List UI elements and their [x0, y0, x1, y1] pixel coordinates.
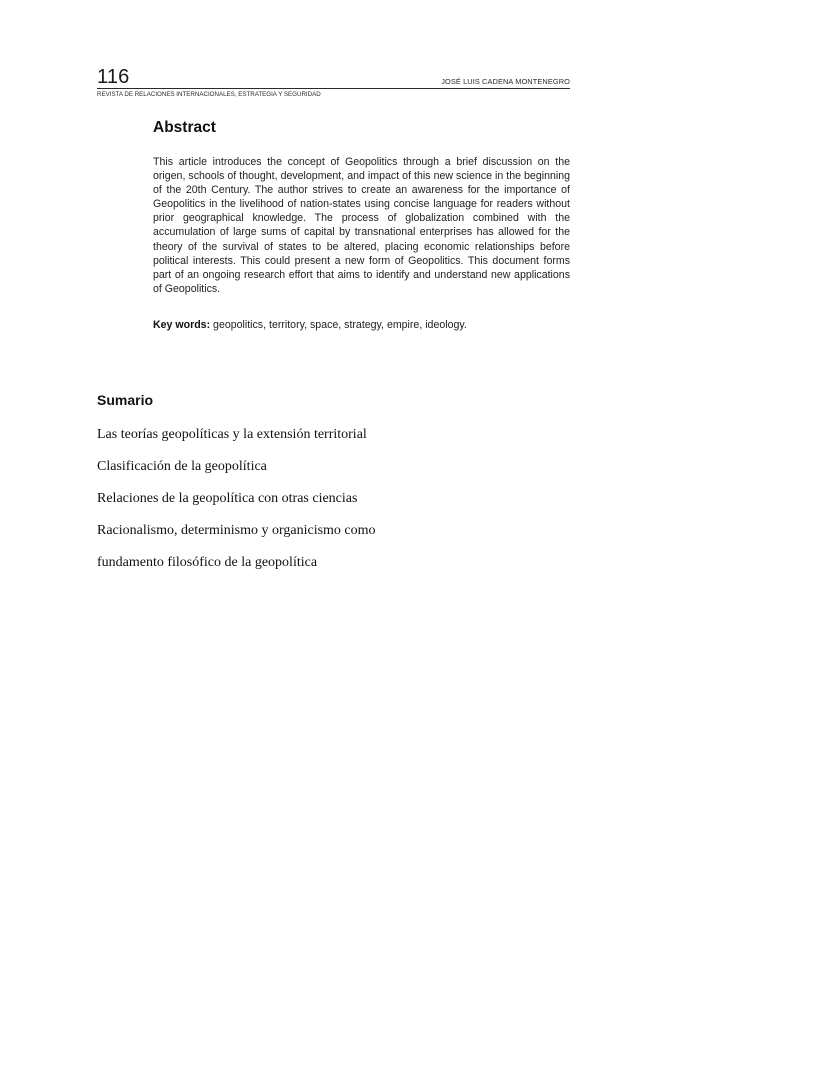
abstract-body: This article introduces the concept of Geopolitics through a brief discussion on the origen, schools of thought, development, and impact of this new science in the beginning of the 20th Century. The author strives to create an awareness for the importance of Geopolitics in the livelihood of nation-states using concise language for readers without prior geographical knowledge. The process of globalization combined with the accumulation of large sums of capital by transnational enterprises has allowed for the theory of the survival of states to be altered, placing economic relationships before political interests. This could present a new form of Geopolitics. This document forms part of an ongoing research effort that aims to identify and understand new applications of Geopolitics. [153, 156, 570, 295]
sumario-item: Las teorías geopolíticas y la extensión territorial [97, 427, 367, 442]
abstract-heading: Abstract [153, 119, 216, 136]
running-header [97, 64, 570, 89]
keywords-label: Key words: [153, 319, 211, 331]
journal-name: REVISTA DE RELACIONES INTERNACIONALES, ESTRATEGIA Y SEGURIDAD [97, 91, 321, 98]
page-number: 116 [97, 66, 130, 88]
sumario-item: Racionalismo, determinismo y organicismo como [97, 523, 376, 538]
keywords-text: geopolitics, territory, space, strategy, empire, ideology. [210, 319, 467, 331]
sumario-list [97, 426, 376, 586]
keywords [153, 318, 570, 332]
running-author: JOSÉ LUIS CADENA MONTENEGRO [441, 77, 570, 86]
sumario-heading: Sumario [97, 392, 154, 408]
sumario-item: Clasificación de la geopolítica [97, 459, 267, 474]
sumario-item: fundamento filosófico de la geopolítica [97, 555, 318, 570]
sumario-item: Relaciones de la geopolítica con otras ciencias [97, 491, 358, 506]
